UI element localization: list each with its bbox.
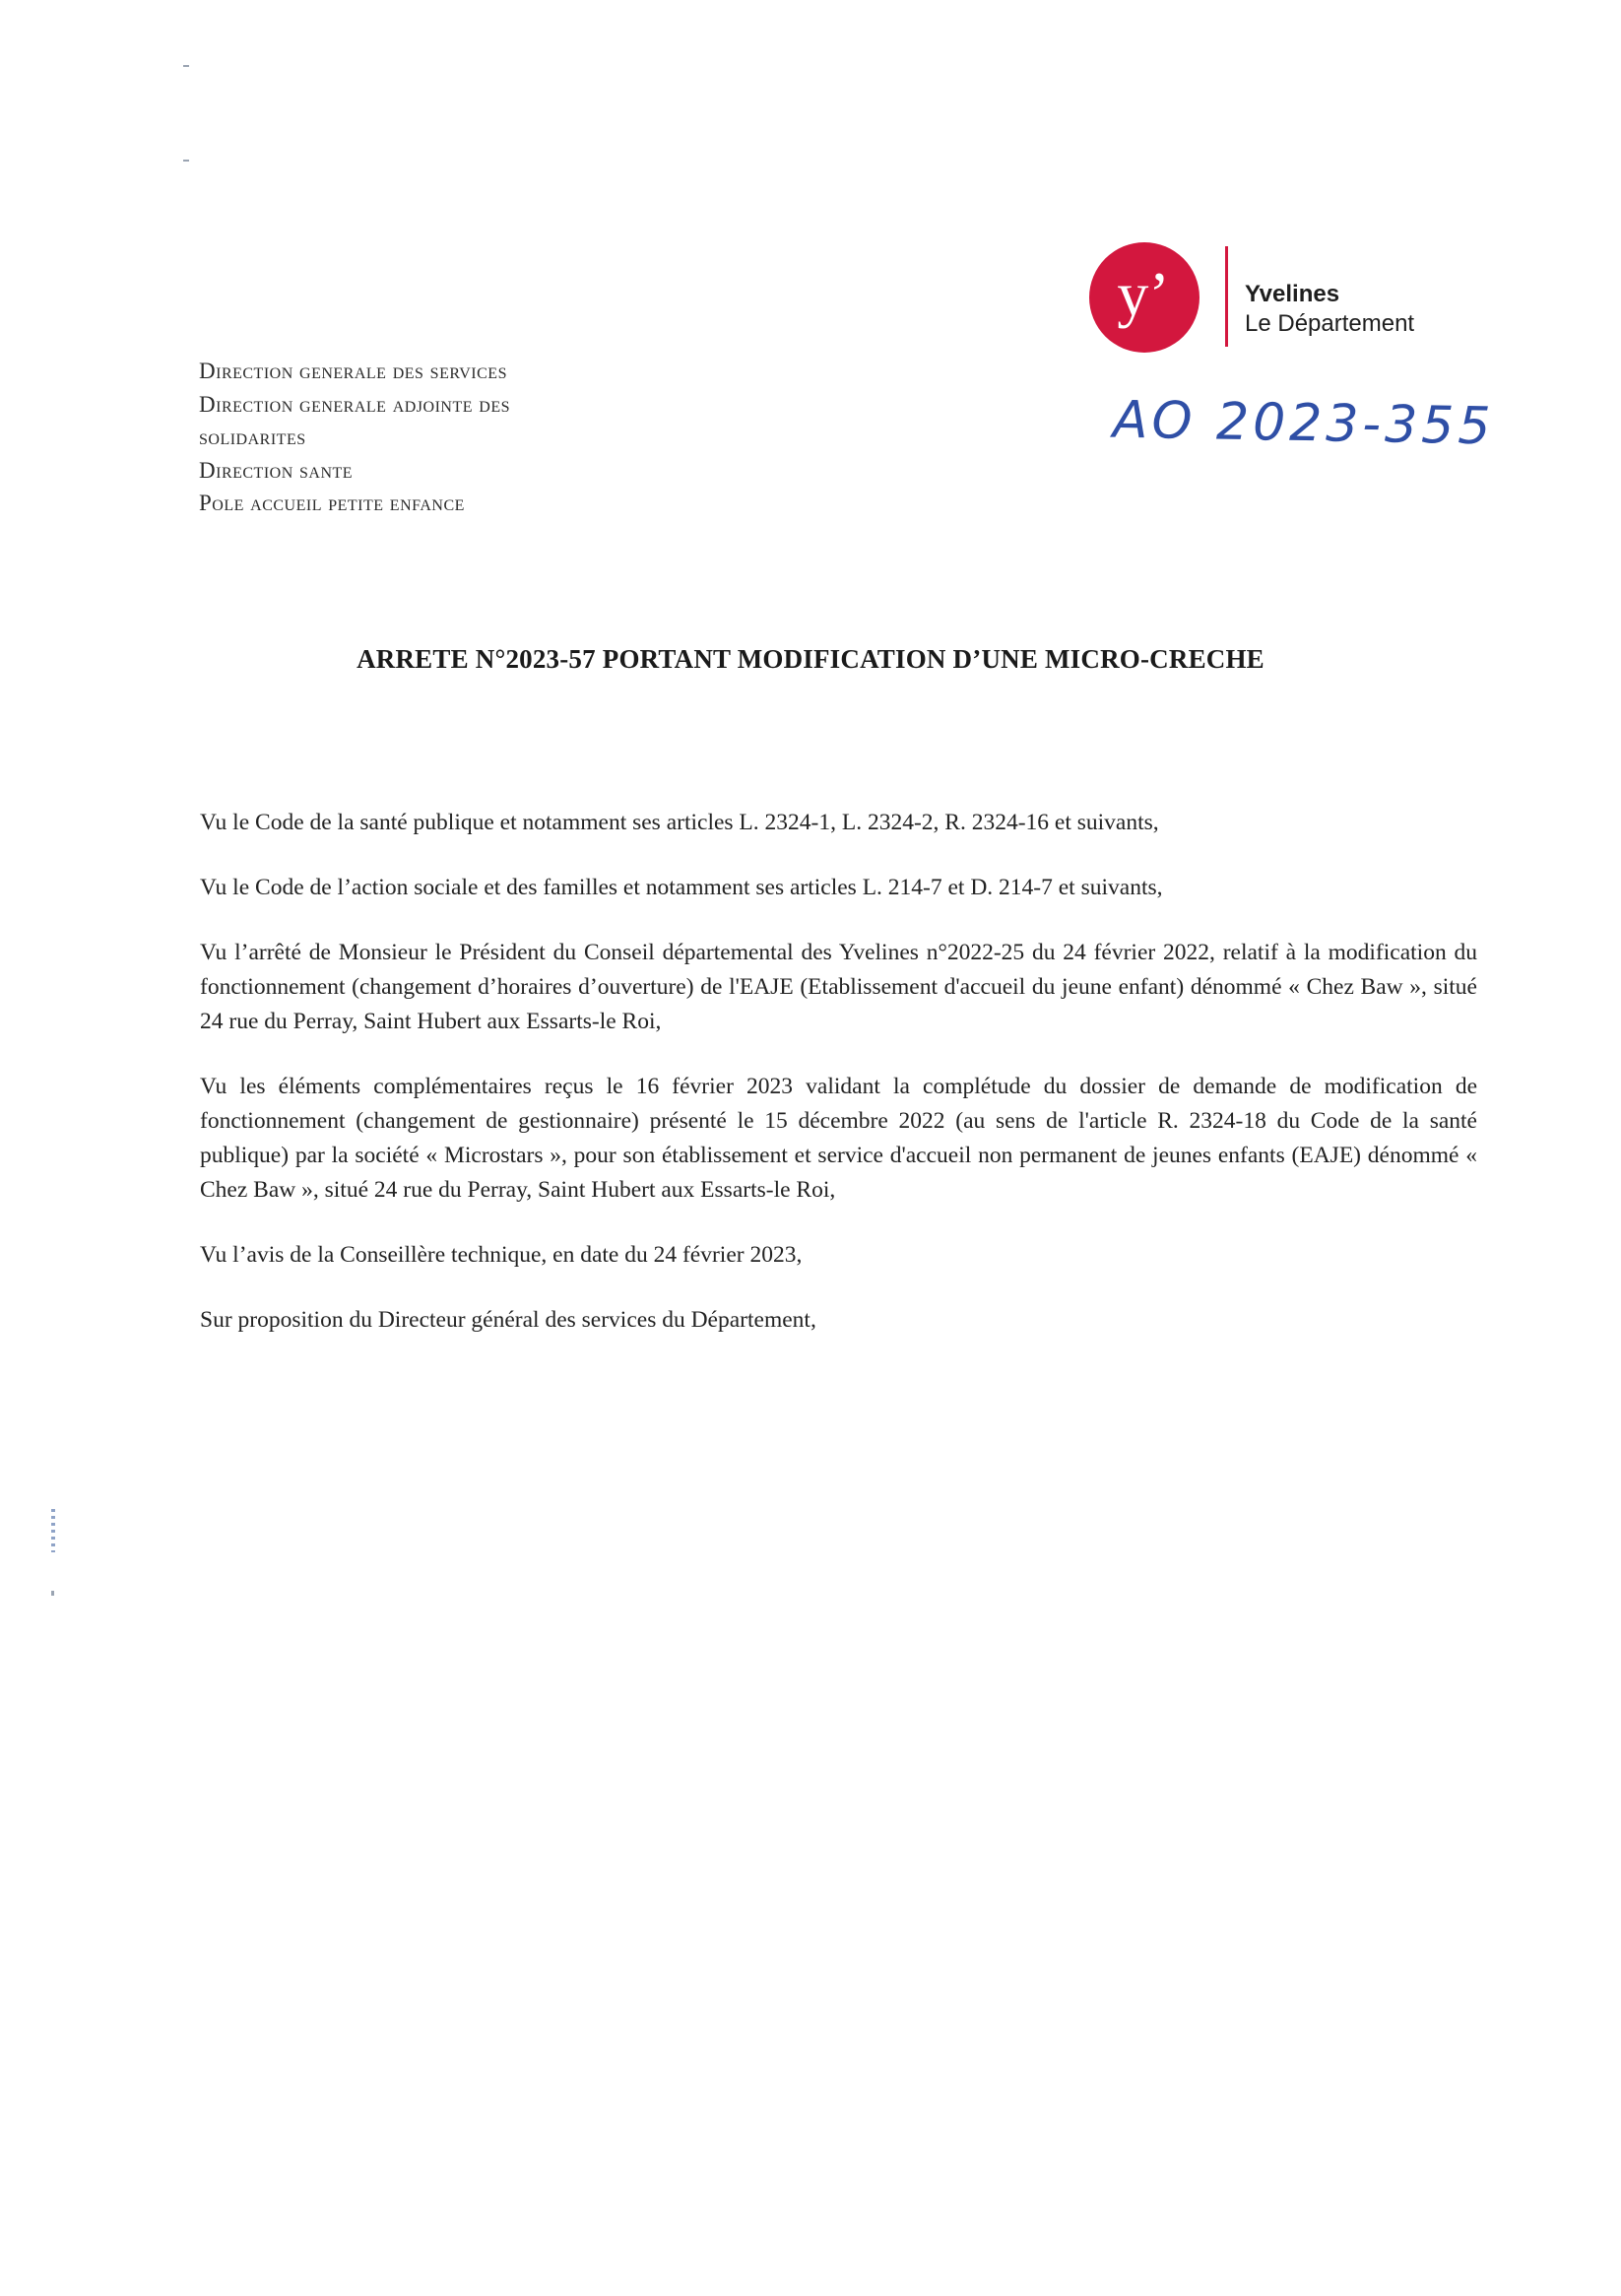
yvelines-logo xyxy=(1087,240,1442,359)
document-body xyxy=(200,806,1477,1368)
direction-line: Direction generale adjointe des xyxy=(199,391,510,417)
direction-line: solidarites xyxy=(199,425,306,449)
handwritten-reference: AO 2023-355 xyxy=(1112,390,1495,457)
logo-mark-text: y’ xyxy=(1117,259,1170,329)
logo-subtitle: Le Département xyxy=(1245,310,1415,337)
considerant-paragraph: Vu les éléments complémentaires reçus le 16 février 2023 validant la complétude du dossier de demande de modification de fonctionnement (changement de gestionnaire) présenté le 15 décembre 2022 (au sens de l'article R. 2324-18 du Code de la santé publique) par la société « Microstars », pour son établissement et service d'accueil non permanent de jeunes enfants (EAJE) dénommé « Chez Baw », situé 24 rue du Perray, Saint Hubert aux Essarts-le Roi, xyxy=(200,1074,1477,1203)
considerant-paragraph: Sur proposition du Directeur général des services du Département, xyxy=(200,1307,816,1333)
direction-line: Direction generale des services xyxy=(199,359,507,383)
yvelines-logo-mark xyxy=(1087,240,1201,355)
considerant-paragraph: Vu l’avis de la Conseillère technique, en date du 24 février 2023, xyxy=(200,1242,803,1268)
direction-line: Direction sante xyxy=(199,457,354,483)
scan-mark xyxy=(183,160,189,162)
direction-line: Pole accueil petite enfance xyxy=(199,491,465,515)
logo-name: Yvelines xyxy=(1245,281,1340,307)
scan-mark xyxy=(183,65,189,67)
direction-header xyxy=(199,355,750,520)
considerant-paragraph: Vu le Code de la santé publique et notamment ses articles L. 2324-1, L. 2324-2, R. 2324-16 et suivants, xyxy=(200,810,1159,835)
considerant-paragraph: Vu l’arrêté de Monsieur le Président du Conseil départemental des Yvelines n°2022-25 du 24 février 2022, relatif à la modification du fonctionnement (changement d’horaires d’ouverture) de l'EAJE (Etablissement d'accueil du jeune enfant) dénommé « Chez Baw », situé 24 rue du Perray, Saint Hubert aux Essarts-le Roi, xyxy=(200,940,1477,1034)
scan-mark xyxy=(51,1591,54,1596)
logo-divider xyxy=(1225,246,1228,347)
document-title: ARRETE N°2023-57 PORTANT MODIFICATION D’UNE MICRO-CRECHE xyxy=(357,644,1264,674)
scan-mark xyxy=(51,1509,55,1552)
logo-wordmark xyxy=(1245,280,1414,339)
considerant-paragraph: Vu le Code de l’action sociale et des familles et notamment ses articles L. 214-7 et D. 214-7 et suivants, xyxy=(200,875,1163,900)
